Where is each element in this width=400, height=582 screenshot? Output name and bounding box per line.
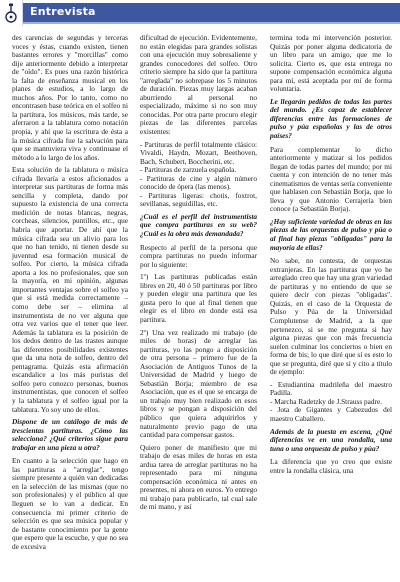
list-item: - Partituras ligeras: chotis, foxtrot, sevillanas, seguidillas, etc. <box>140 190 257 209</box>
paragraph: Quiero poner de manifiesto que mi trabajo de esas miles de horas en esta ardua tarea de arreglar partituras no ha representado para mí ninguna compensación económica ni antes en presentes, ni ahora en euros. Yo entrego mi trabajo para publicarlo, tal cual sale de mi mano, y así <box>140 442 257 512</box>
paragraph: 2º) Una vez realizado mi trabajo (de miles de horas) de arreglar las partituras, yo las pongo a disposición de otra persona – primero fue de la Asociación de Antiguos Tunos de la Universidad de Madrid y luego de Sebastián Borja; miembro de esa Asociación, que es el que se encarga de un trabajo muy bien realizado en esos libros y se pongan a disposición del público que quiera adquirirlos y naturalmente previo pago de una cantidad para compensar gastos. <box>140 327 257 440</box>
list-item: - Partituras de perfil totalmente clásico: Vivaldi, Haydn, Mozart, Beethoven, Bach, Schubert, Boccherini, etc. <box>140 139 257 166</box>
list-item: - Estudiantina madrileña del maestro Padilla. <box>270 379 392 398</box>
paragraph: En cuanto a la selección que hago en las partituras a "arreglar", tengo siempre presente a quién van dedicadas en la selección de las mismas (que no son profesionales) y el público al que lleguen se lo van a dedicar. En consecuencia mi primer criterio de selección es que sea música popular y de bastante conocimiento por la gente que espero que la escuche, y que no sea de excesiva <box>12 456 128 551</box>
column-1 <box>12 34 128 555</box>
paragraph: Respecto al perfil de la persona que compra partituras no puedo informar por lo siguiente: <box>140 242 257 269</box>
list-item: - Jota de Gigantes y Cabezudos del maestro Caballero. <box>270 405 392 423</box>
column-2 <box>140 34 257 516</box>
interview-question: ¿Hay suficiente variedad de obras en las piezas de las orquestas de pulso y púa o al final hay piezas "obligadas" para la mayoría de ellas? <box>270 216 392 252</box>
interview-question: ¿Cuál es el perfil del instrumentista que compra partituras en su web? ¿Cuál es la obra más demandada? <box>140 211 257 239</box>
logo <box>0 0 23 26</box>
paragraph: La diferencia que yo creo que existe entre la rondalla clásica, una <box>270 457 392 475</box>
section-band-stripe <box>23 22 400 24</box>
score-category-list <box>140 141 257 209</box>
paragraph: Para complementar lo dicho anteriormente y matizar si los pedidos llegan de todas partes del mundo; por mi cuenta y con intención de no tener más cinematismos de ventas sería conveniente que hablasen con Sebastián Borja, que lo lleva y que Antonio Cerrajería bien conoce (a Sebastián Borja). <box>270 144 392 214</box>
page-header <box>0 0 400 26</box>
interview-question: Dispone de un catálogo de más de trescientas partituras. ¿Cómo las selecciona? ¿Qué criterios sigue para trabajar en una pieza u otra? <box>12 417 128 452</box>
bandurria-icon <box>4 3 18 23</box>
list-item: - Partituras de cine y algún número conocido de ópera (las menos). <box>140 173 257 192</box>
interview-question: Le llegarán pedidos de todas las partes del mundo. ¿Es capaz de establecer diferencias entre las formaciones de pulso y púa españolas y las de otros países? <box>270 96 392 141</box>
paragraph: dificultad de ejecución. Evidentemente, no están elegidas para grandes solistas con una ejecución muy sobresaliente y grandes conocedores del solfeo. Otro criterio siempre ha sido que la partitura "arreglada" no sobrepase los 5 minutos de duración. Piezas muy largas acaban aburriendo al personal no especializado, máxime si no son muy conocidas. Por otra parte procuro elegir piezas de las diferentes parcelas existentes: <box>140 33 257 137</box>
list-item: - Marcha Radetzky de J.Strauss padre. <box>270 396 383 406</box>
paragraph: des carencias de segundas y terceras voces y éstas, cuando existen, tienen bastantes errores y "morcillas" como dije anteriormente debido a interpretar de "oído". Es pues una razón histórica la falta de enseñanza musical en los planes de estudios, a lo largo de muchos años. Por lo tanto, como no encontrasen base teórica en el solfeo ni la partitura, los músicos, más tarde, se aferraron a la tablatura como notación propia, y ahí que la escritura de ésta a la música cifrada fue la salvación para que se mantuviera viva y continuase el método a lo largo de los años. <box>12 33 128 162</box>
paragraph: No sabe, no contesta, de orquestas extranjeras. En las partituras que yo he arreglado creo que hay una gran variedad de partituras y no entiendo de que se quiere decir con piezas "obligadas". Quizás, en el caso de la Orquesta de Pulso y Púa de la Universidad Complutense de Madrid, a la que pertenezco, si se me pregunta si hay alguna piezas que con más frecuencia suelen culminar los conciertos o bien en forma de bis; lo que diré que sí es esto lo que se pregunta, diré que sí y cito a título de ejemplo: <box>270 256 392 377</box>
paragraph: 1º) Las partituras publicadas están libres en 20, 40 ó 50 partituras por libro y pueden elegir una partitura que les gusta pero lo que al final tienen que elegir es el libro en donde está esa partitura. <box>140 272 257 324</box>
list-item: - Partituras de zarzuela española. <box>140 165 237 175</box>
paragraph: Esta solución de la tablatura o música cifrada llevaría a estos aficionados a interpretar sus partituras de forma más sencilla y completa, dando por supuesto la existencia de una correcta medición de notas blancas, negras, corcheas, silencios, puntillos, etc., que habría que aportar. De ahí que la música cifrada sea un alivio para los que no han tenido, ni tienen desde su juventud esa formación musical de solfeo. Por cierto, la música cifrada aporta a los no profesionales, que son la mayoría, en mi opinión, algunas importantes ventajas sobre el solfeo ya que si está medida correctamente – como debe ser – elimina al instrumentista de no ver alguna que otra vez varios que el tener que leer. Además la tablatura es la posición de los dedos dentro de las trastes aunque las diferentes posibilidades existentes que da una nota de solfeo, dentro del pentagrama. Quizás esta afirmación escandalice a los más puristas del solfeo pero conozco personas, buenos instrumentistas, que conocen el solfeo y la tablatura y el solfeo igual por la tablatura. Yo soy uno de ellos. <box>12 165 128 414</box>
piece-example-list <box>270 381 392 424</box>
section-band <box>23 3 400 22</box>
column-3 <box>270 34 392 479</box>
interview-question: Además de la puesta en escena, ¿Qué diferencias ve en una rondalla, una tuna o una orquesta de pulso y púa? <box>270 426 392 453</box>
section-title: Entrevista <box>30 5 96 18</box>
paragraph: termina toda mi intervención posterior. Quizás por poner alguna dedicatoria de un libro para un amigo, que me lo solicita. Cierto es, que esta entrega no supone compensación económica alguna para mí, está aceptada por mí de forma voluntaria. <box>270 33 392 94</box>
